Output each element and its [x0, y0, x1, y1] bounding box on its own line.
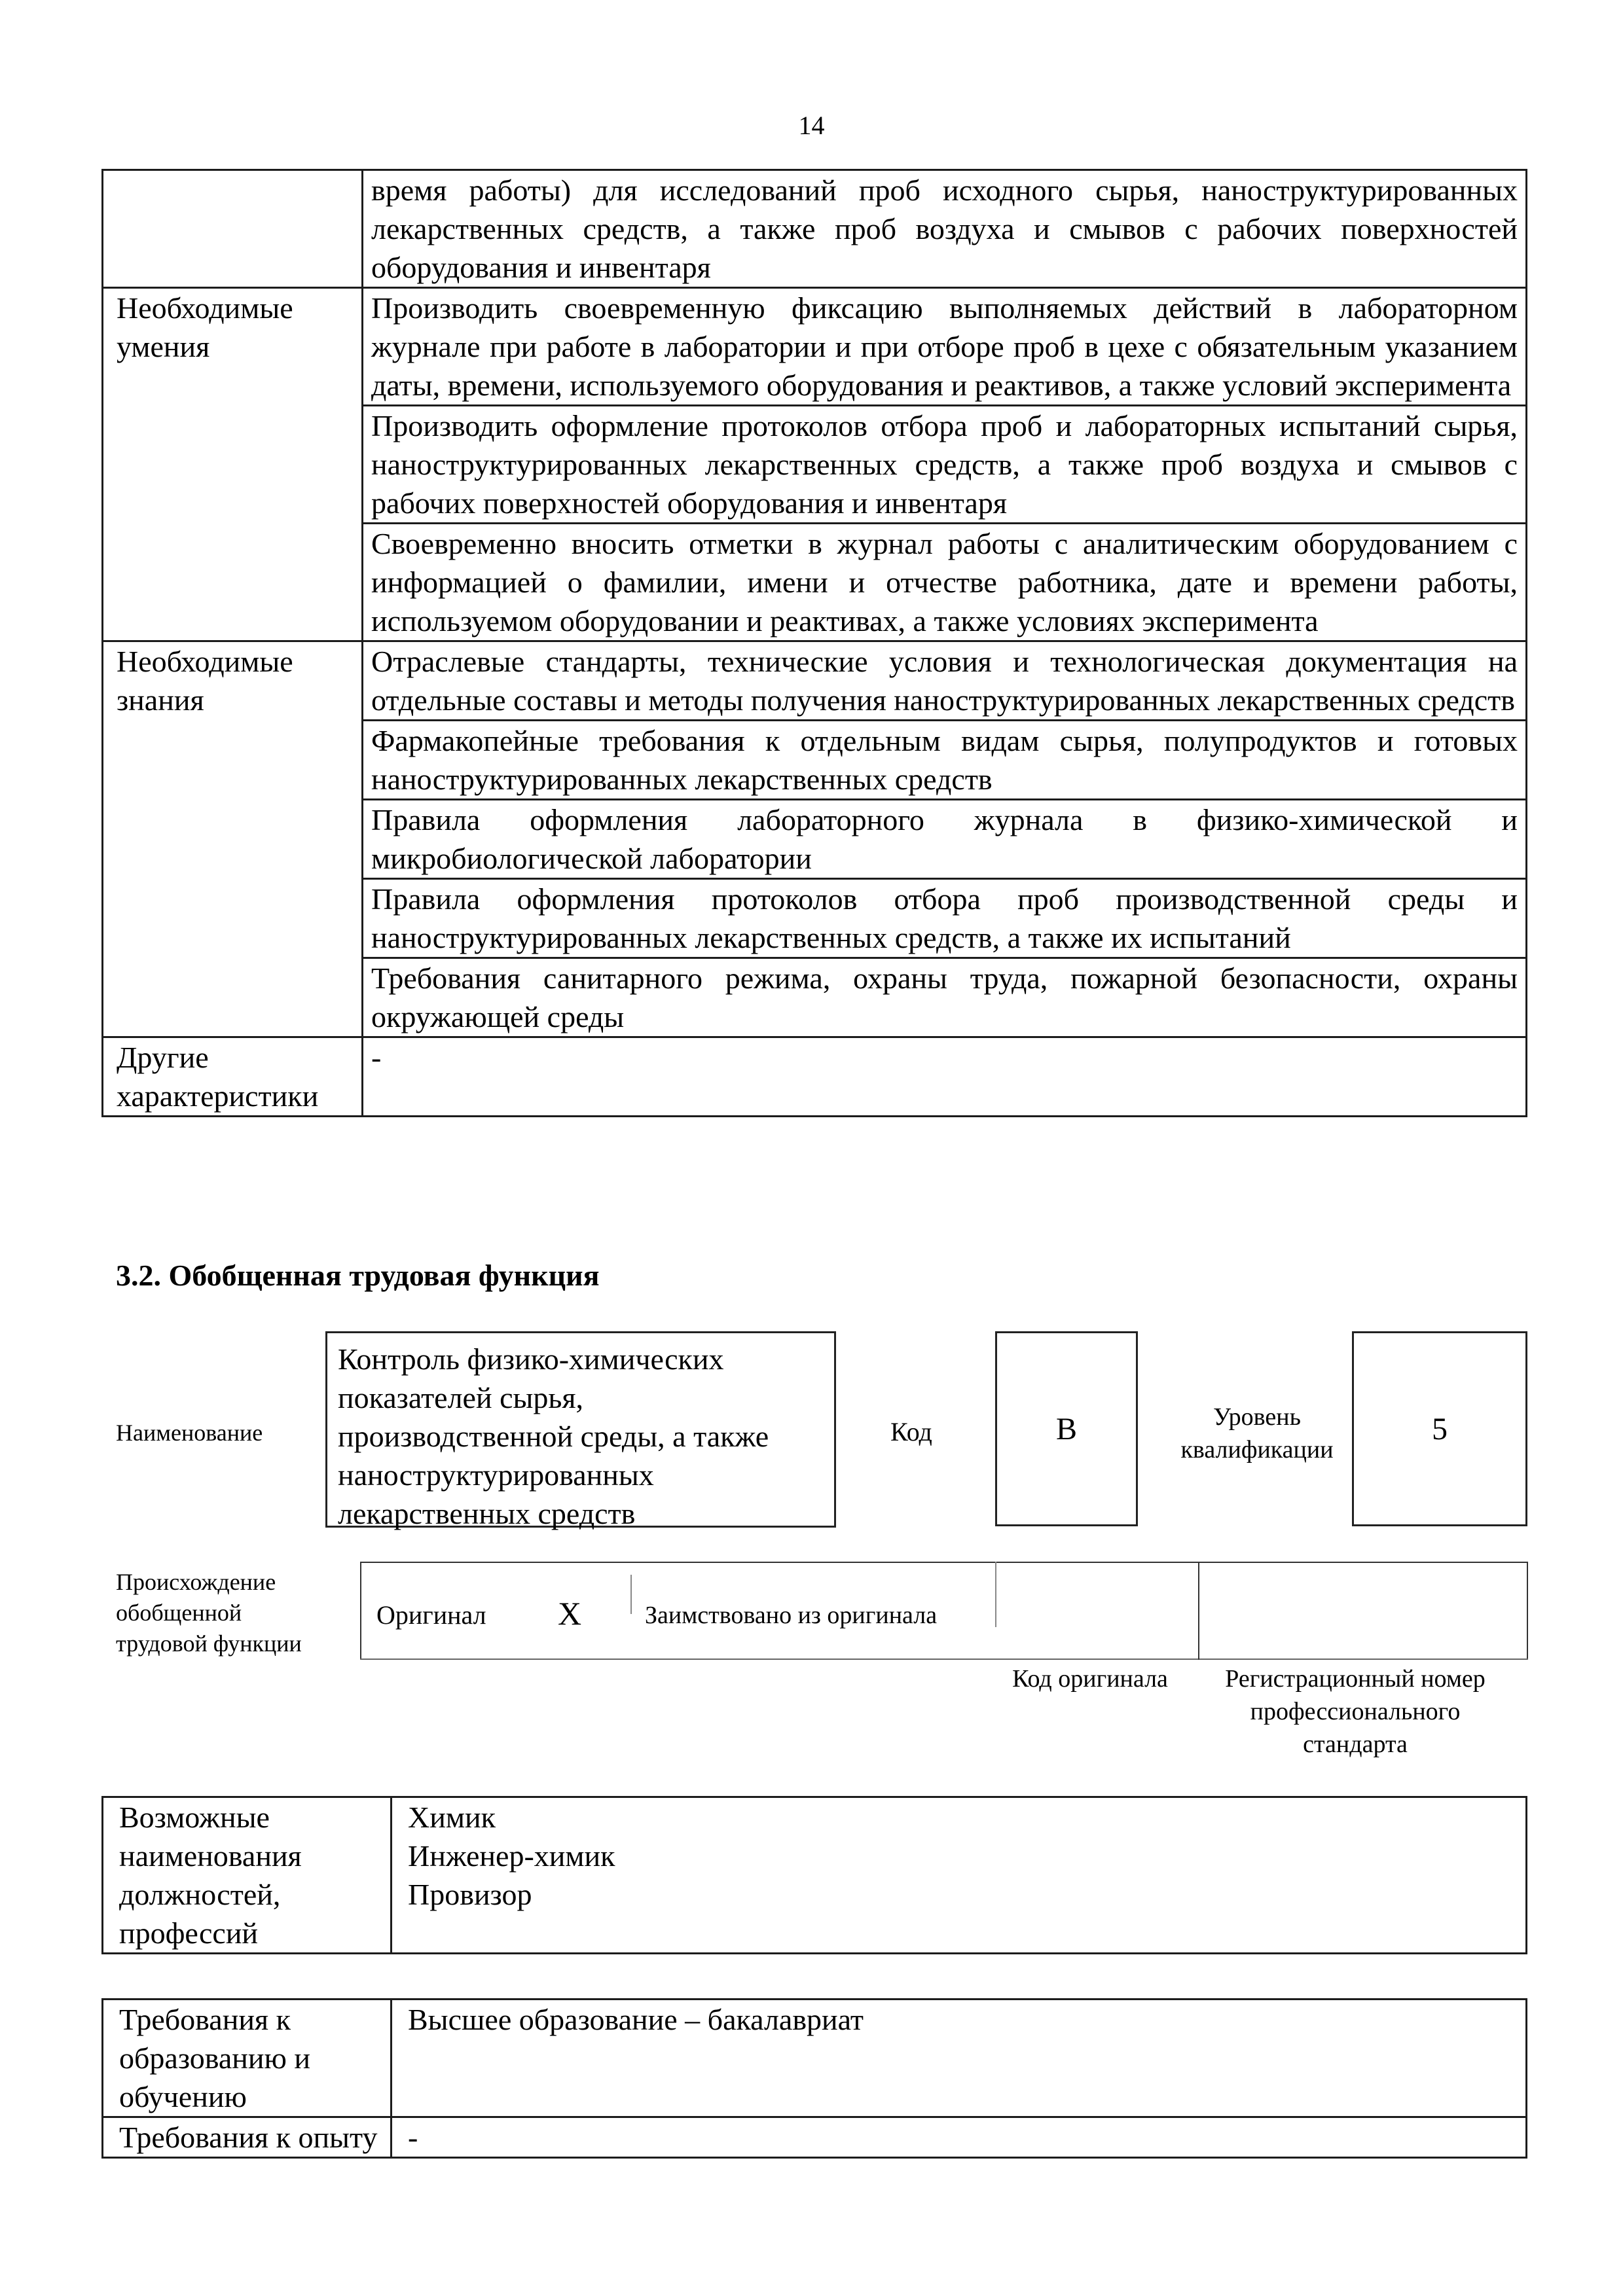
table-row [103, 1037, 1527, 1117]
code-label: Код [890, 1417, 932, 1446]
row-label-other: Другие характеристики [103, 1037, 363, 1117]
experience-value: - [392, 2117, 1527, 2158]
positions-values [392, 1797, 1527, 1954]
row-label-knowledge: Необходимые знания [103, 641, 363, 1037]
origin-label: Происхождение обобщенной трудовой функции [116, 1569, 302, 1657]
level-value-box: 5 [1352, 1331, 1527, 1526]
table-row [103, 1797, 1527, 1954]
table-row [103, 2000, 1527, 2117]
table-row [103, 2117, 1527, 2158]
position-item: Химик [408, 1801, 496, 1834]
positions-label: Возможные наименования должностей, профессий [103, 1797, 392, 1954]
positions-table [101, 1796, 1527, 1954]
table-row [103, 170, 1527, 288]
original-label: Оригинал [376, 1600, 486, 1630]
table-cell: Требования санитарного режима, охраны труда, пожарной безопасности, охраны окружающей среды [363, 958, 1527, 1037]
borrowed-label: Заимствовано из оригинала [645, 1602, 938, 1629]
experience-label: Требования к опыту [103, 2117, 392, 2158]
origin-frame [360, 1562, 1528, 1660]
name-value-box: Контроль физико-химических показателей сырья, производственной среды, а также наноструктурированных лекарственных средств [325, 1331, 836, 1528]
code-original-label: Код оригинала [1012, 1665, 1168, 1693]
row-label-empty [103, 170, 363, 288]
table-cell: Правила оформления протоколов отбора проб производственной среды и наноструктурированных лекарственных средств, а также их испытаний [363, 879, 1527, 958]
section-heading: 3.2. Обобщенная трудовая функция [116, 1259, 600, 1292]
level-label: Уровень квалификации [1180, 1403, 1334, 1463]
reg-number-label: Регистрационный номер профессионального стандарта [1225, 1665, 1486, 1758]
table-cell: - [363, 1037, 1527, 1117]
original-mark: X [558, 1595, 582, 1632]
row-label-skills: Необходимые умения [103, 288, 363, 641]
knowledge-skills-table [101, 169, 1527, 1117]
table-cell: Отраслевые стандарты, технические условия и технологическая документация на отдельные составы и методы получения наноструктурированных лекарственных средств [363, 641, 1527, 721]
education-value: Высшее образование – бакалавриат [392, 2000, 1527, 2117]
table-cell: Производить своевременную фиксацию выполняемых действий в лабораторном журнале при работе в лаборатории и при отборе проб в цехе с обязательным указанием даты, времени, используемого оборудования и реактивов, а также условий эксперимента [363, 288, 1527, 406]
table-cell: Правила оформления лабораторного журнала в физико-химической и микробиологической лаборатории [363, 800, 1527, 879]
table-cell: Производить оформление протоколов отбора проб и лабораторных испытаний сырья, наноструктурированных лекарственных средств, а также проб воздуха и смывов с рабочих поверхностей оборудования и инвентаря [363, 406, 1527, 524]
table-row [103, 641, 1527, 721]
table-cell: Фармакопейные требования к отдельным видам сырья, полупродуктов и готовых наноструктурированных лекарственных средств [363, 721, 1527, 800]
education-label: Требования к образованию и обучению [103, 2000, 392, 2117]
name-label: Наименование [116, 1420, 263, 1446]
position-item: Инженер-химик [408, 1839, 615, 1873]
requirements-table [101, 1998, 1527, 2159]
table-row [103, 288, 1527, 406]
table-cell: Своевременно вносить отметки в журнал работы с аналитическим оборудованием с информацией о фамилии, имени и отчестве работника, дате и времени работы, используемом оборудовании и реактивах, а также условиях эксперимента [363, 524, 1527, 641]
table-cell: время работы) для исследований проб исходного сырья, наноструктурированных лекарственных средств, а также проб воздуха и смывов с рабочих поверхностей оборудования и инвентаря [363, 170, 1527, 288]
page-number: 14 [798, 111, 825, 140]
position-item: Провизор [408, 1878, 532, 1911]
code-value-box: B [995, 1331, 1138, 1526]
